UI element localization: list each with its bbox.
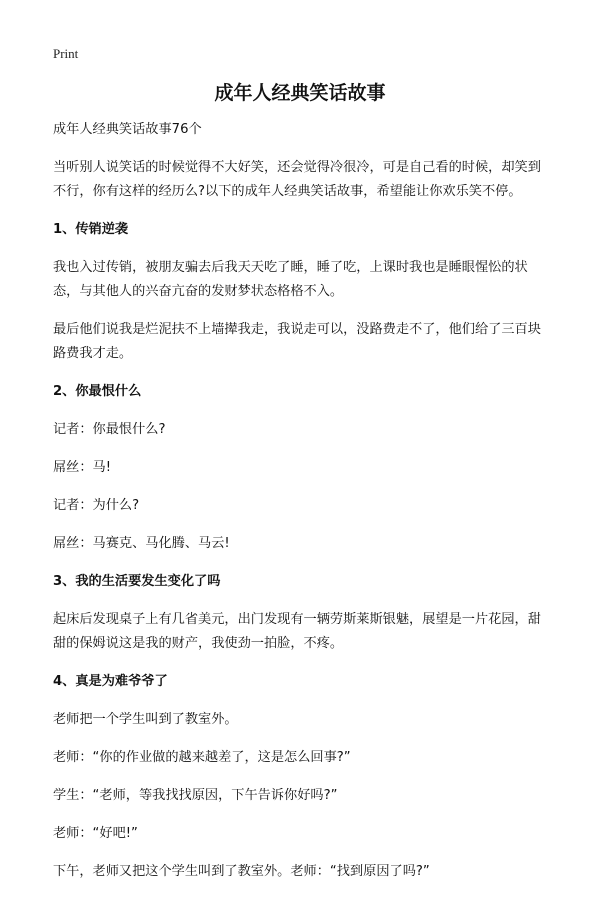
section-4-heading: 4、真是为难爷爷了 bbox=[53, 674, 168, 689]
page-title: 成年人经典笑话故事 bbox=[214, 82, 386, 104]
section-4-line-4: 老师：“好吧!” bbox=[53, 826, 138, 841]
section-2-heading: 2、你最恨什么 bbox=[53, 384, 142, 399]
section-3-heading: 3、我的生活要发生变化了吗 bbox=[53, 574, 221, 589]
section-1-paragraph-2: 最后他们说我是烂泥扶不上墙撵我走，我说走可以，没路费走不了，他们给了三百块路费我才走。 bbox=[53, 322, 541, 361]
print-label: Print bbox=[53, 46, 79, 61]
section-3-paragraph-1: 起床后发现桌子上有几省美元，出门发现有一辆劳斯莱斯银魅，展望是一片花园，甜甜的保姆说这是我的财产，我使劲一拍脸，不疼。 bbox=[53, 612, 541, 651]
section-1-paragraph-1: 我也入过传销，被朋友骗去后我天天吃了睡，睡了吃，上课时我也是睡眼惺忪的状态，与其他人的兴奋亢奋的发财梦状态格格不入。 bbox=[53, 260, 528, 299]
section-2-line-4: 屌丝：马赛克、马化腾、马云! bbox=[53, 536, 230, 551]
section-1-heading: 1、传销逆袭 bbox=[53, 222, 129, 237]
subtitle: 成年人经典笑话故事76个 bbox=[53, 122, 202, 137]
section-4-line-5: 下午，老师又把这个学生叫到了教室外。老师：“找到原因了吗?” bbox=[53, 864, 430, 879]
section-2-line-1: 记者：你最恨什么? bbox=[53, 422, 166, 437]
section-4-line-2: 老师：“你的作业做的越来越差了，这是怎么回事?” bbox=[53, 750, 351, 765]
section-4-line-3: 学生：“老师，等我找找原因，下午告诉你好吗?” bbox=[53, 788, 338, 803]
section-4-line-1: 老师把一个学生叫到了教室外。 bbox=[53, 712, 238, 727]
section-2-line-3: 记者：为什么? bbox=[53, 498, 140, 513]
section-2-line-2: 屌丝：马! bbox=[53, 460, 112, 475]
article-body bbox=[53, 118, 551, 898]
intro-paragraph: 当听别人说笑话的时候觉得不大好笑，还会觉得冷很冷，可是自己看的时候，却笑到不行，你有这样的经历么?以下的成年人经典笑话故事，希望能让你欢乐笑不停。 bbox=[53, 160, 541, 199]
